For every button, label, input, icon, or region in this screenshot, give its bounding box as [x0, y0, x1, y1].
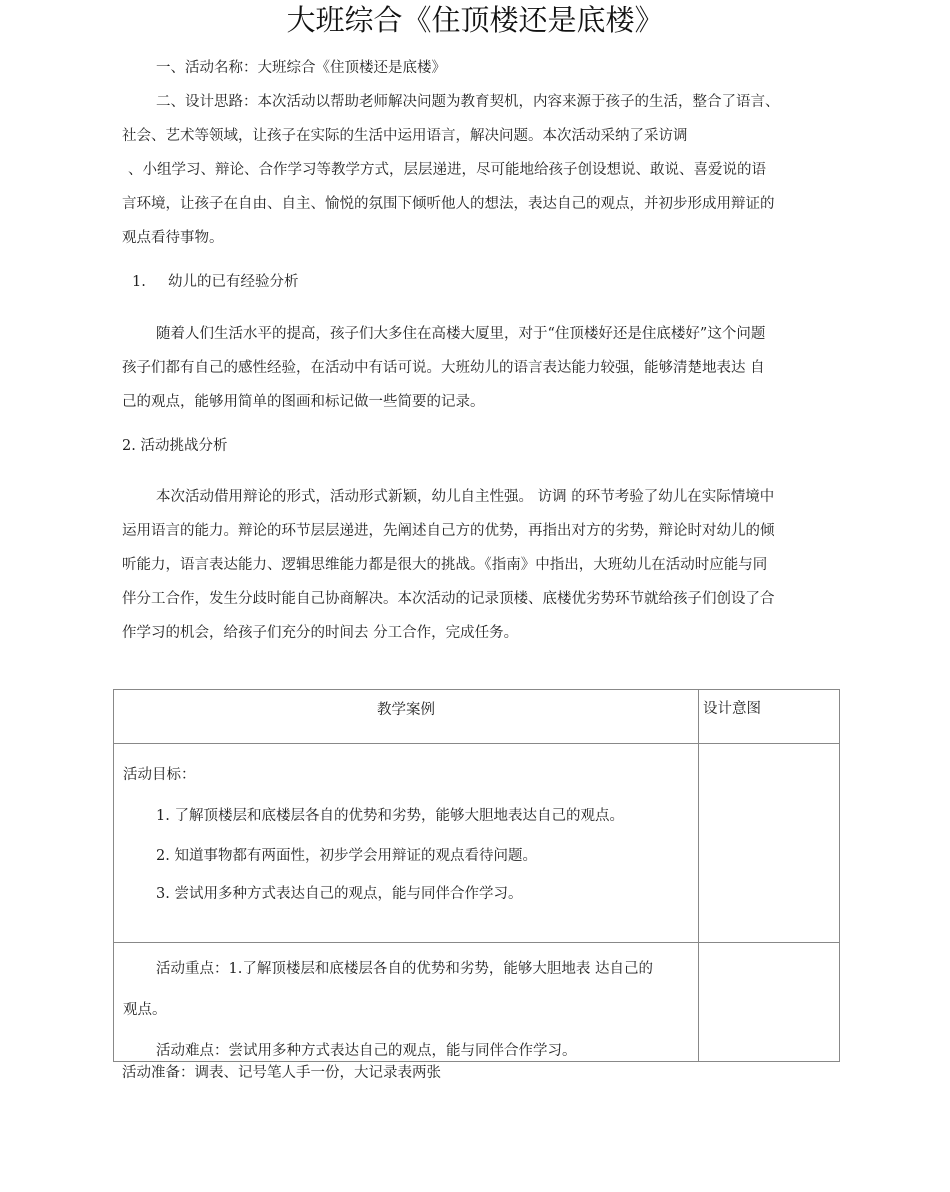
goals-cell	[114, 744, 699, 943]
section1-line-1: 随着人们生活水平的提高，孩子们大多住在高楼大厦里，对于“住顶楼好还是住底楼好”这个问题	[156, 326, 766, 342]
key-point-line-2: 观点。	[123, 1002, 167, 1018]
activity-preparation: 活动准备：调表、记号笔人手一份，大记录表两张	[122, 1065, 441, 1081]
goal-item: 1. 了解顶楼层和底楼层各自的优势和劣势，能够大胆地表达自己的观点。	[156, 808, 624, 824]
difficulty-point: 活动难点：尝试用多种方式表达自己的观点，能与同伴合作学习。	[156, 1043, 577, 1059]
section2-line-3: 听能力，语言表达能力、逻辑思维能力都是很大的挑战。《指南》中指出，大班幼儿在活动时应能与同	[122, 557, 768, 573]
design-idea-line-4: 言环境，让孩子在自由、自主、愉悦的氛围下倾听他人的想法，表达自己的观点，并初步形成用辩证的	[122, 196, 775, 212]
goal-item: 2. 知道事物都有两面性，初步学会用辩证的观点看待问题。	[156, 848, 537, 864]
section2-line-4: 伴分工合作，发生分歧时能自己协商解决。本次活动的记录顶楼、底楼优劣势环节就给孩子们创设了合	[122, 591, 775, 607]
section1-line-3: 己的观点，能够用简单的图画和标记做一些简要的记录。	[122, 394, 485, 410]
design-idea-line-1: 二、设计思路：本次活动以帮助老师解决问题为教育契机，内容来源于孩子的生活，整合了语言、	[156, 94, 780, 110]
goals-label: 活动目标：	[123, 767, 196, 783]
design-idea-line-3: 、小组学习、辩论、合作学习等教学方式，层层递进，尽可能地给孩子创设想说、敢说、喜爱说的语	[128, 162, 766, 178]
keys-intent-cell	[699, 943, 840, 1062]
header-teaching-case: 教学案例	[114, 690, 699, 744]
design-idea-line-2: 社会、艺术等领域，让孩子在实际的生活中运用语言，解决问题。本次活动采纳了采访调	[122, 128, 688, 144]
keys-cell	[114, 943, 699, 1062]
section1-heading: 幼儿的已有经验分析	[168, 274, 299, 290]
section1-line-2: 孩子们都有自己的感性经验，在活动中有话可说。大班幼儿的语言表达能力较强，能够清楚地表达 自	[122, 360, 765, 376]
header-design-intent: 设计意图	[699, 690, 840, 744]
teaching-case-table	[113, 689, 840, 1062]
table-header-row	[114, 690, 840, 744]
keys-row	[114, 943, 840, 1062]
goals-intent-cell	[699, 744, 840, 943]
section2-heading: 2. 活动挑战分析	[122, 438, 228, 454]
section2-line-5: 作学习的机会，给孩子们充分的时间去 分工合作，完成任务。	[122, 625, 519, 641]
section1-number: 1.	[132, 274, 146, 290]
document-title: 大班综合《住顶楼还是底楼》	[286, 3, 664, 37]
design-idea-line-5: 观点看待事物。	[122, 230, 224, 246]
activity-name: 一、活动名称：大班综合《住顶楼还是底楼》	[156, 60, 446, 76]
section2-line-2: 运用语言的能力。辩论的环节层层递进，先阐述自己方的优势，再指出对方的劣势，辩论时对幼儿的倾	[122, 523, 775, 539]
key-point-line-1: 活动重点：1.了解顶楼层和底楼层各自的优势和劣势，能够大胆地表 达自己的	[156, 961, 653, 977]
section2-line-1: 本次活动借用辩论的形式，活动形式新颖，幼儿自主性强。 访调 的环节考验了幼儿在实际情境中	[156, 489, 775, 505]
goals-row	[114, 744, 840, 943]
goal-item: 3. 尝试用多种方式表达自己的观点，能与同伴合作学习。	[156, 886, 523, 902]
